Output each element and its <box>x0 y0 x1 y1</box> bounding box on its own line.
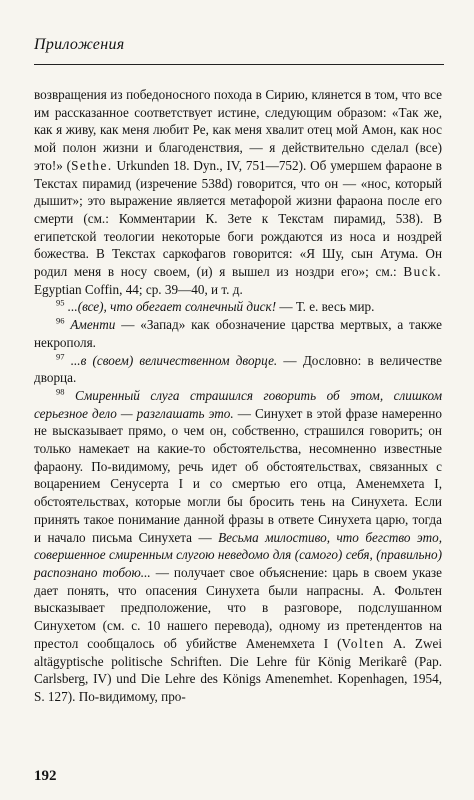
footnote-lemma: ...(все), что обегает солнечный диск! <box>67 299 277 315</box>
text-run: Urkunden 18. Dyn., IV, 751—752). Об умершем фараоне в Текстах пирамид (изречение 538d) говорится, что он — «нос, который дышит»; это выражение является метафорой жизни фараона после его смерти (см.: Комментарии К. Зете к Текстам пирамид, 538). В египетской теологии некоторые боги рождаются из носа и ноздрей божества. В Текстах саркофагов говорится: «Я Шу, сын Атума. Он родил меня в носу своем, (и) я вышел из ноздри его»; см.: <box>34 157 442 280</box>
running-header: Приложения <box>34 36 125 53</box>
footnote-number: 95 <box>56 298 65 309</box>
footnote-lemma: ...в (своем) величественном дворце. <box>70 352 278 368</box>
footnote-number: 97 <box>56 351 65 362</box>
footnote-97 <box>34 352 442 387</box>
footnote-96 <box>34 316 442 351</box>
text-run: Egyptian Coffin, 44; ср. 39—40, и т. д. <box>34 281 243 297</box>
text-run: возвращения из победоносного похода в Сирию, клянется в том, что все им рассказанное соответствует истине, следующим образом: «Так же, как я живу, как меня любит Ре, как меня хвалит отец мой Амон, как нос мой полон жизни и благоденствия, — я действительно сделал (все) это!» ( <box>34 87 442 173</box>
footnote-number: 96 <box>56 315 65 326</box>
footnote-text: — Синухет в этой фразе намеренно не высказывает прямо, о чем он, собственно, страшился говорить; он только намекает на какие-то обстоятельства, несомненно известные фараону. По-видимому, речь идет об обстоятельствах, связанных с воцарением Сенусерта I и со смертью его отца, Аменемхета I, обстоятельствах, которые могли бы бросить тень на Синухета. Если принять такое понимание данной фразы в ответе Синухета царю, тогда и начало письма Синухета — <box>34 405 442 545</box>
author-name: Sethe. <box>71 157 113 173</box>
author-name: Buck. <box>403 264 442 280</box>
paragraph-continuation <box>34 86 442 298</box>
footnote-text: — Дословно: в величестве дворца. <box>34 352 442 386</box>
footnote-95 <box>34 298 442 316</box>
header-rule <box>34 64 444 65</box>
footnote-text: — «Запад» как обозначение царства мертвых, а также некрополя. <box>34 317 443 350</box>
footnote-text: A. Zwei altägyptische politische Schriften. Die Lehre für König Merikarê (Pap. Carlsberg, IV) und Die Lehre des Königs Amenemhet. Kopenhagen, 1954, S. 127). По-видимому, про- <box>34 635 442 704</box>
page-number: 192 <box>34 768 57 784</box>
footnote-number: 98 <box>56 386 65 397</box>
author-name: Volten <box>341 635 385 651</box>
footnote-text: — Т. е. весь мир. <box>276 299 375 315</box>
text-run <box>65 388 76 403</box>
footnote-lemma: Смиренный слуга страшился говорить об этом, слишком серьезное дело — разглашать это. <box>34 387 442 421</box>
footnote-lemma: Весьма милостиво, что бегство это, совершенное смиренным слугою неведомо для (самого) себя, (правильно) распознано тобою... <box>34 529 442 580</box>
page-body <box>34 86 442 706</box>
footnote-98 <box>34 387 442 706</box>
footnote-lemma: Аменти <box>70 317 116 333</box>
footnote-text: — получает свое объяснение: царь в своем указе дает понять, что опасения Синухета были напрасны. А. Фольтен высказывает предположение, что в разговоре, подслушанном Синухетом (см. с. 10 нашего перевода), одному из претендентов на престол сообщалось об убийстве Аменемхета I ( <box>34 564 442 651</box>
